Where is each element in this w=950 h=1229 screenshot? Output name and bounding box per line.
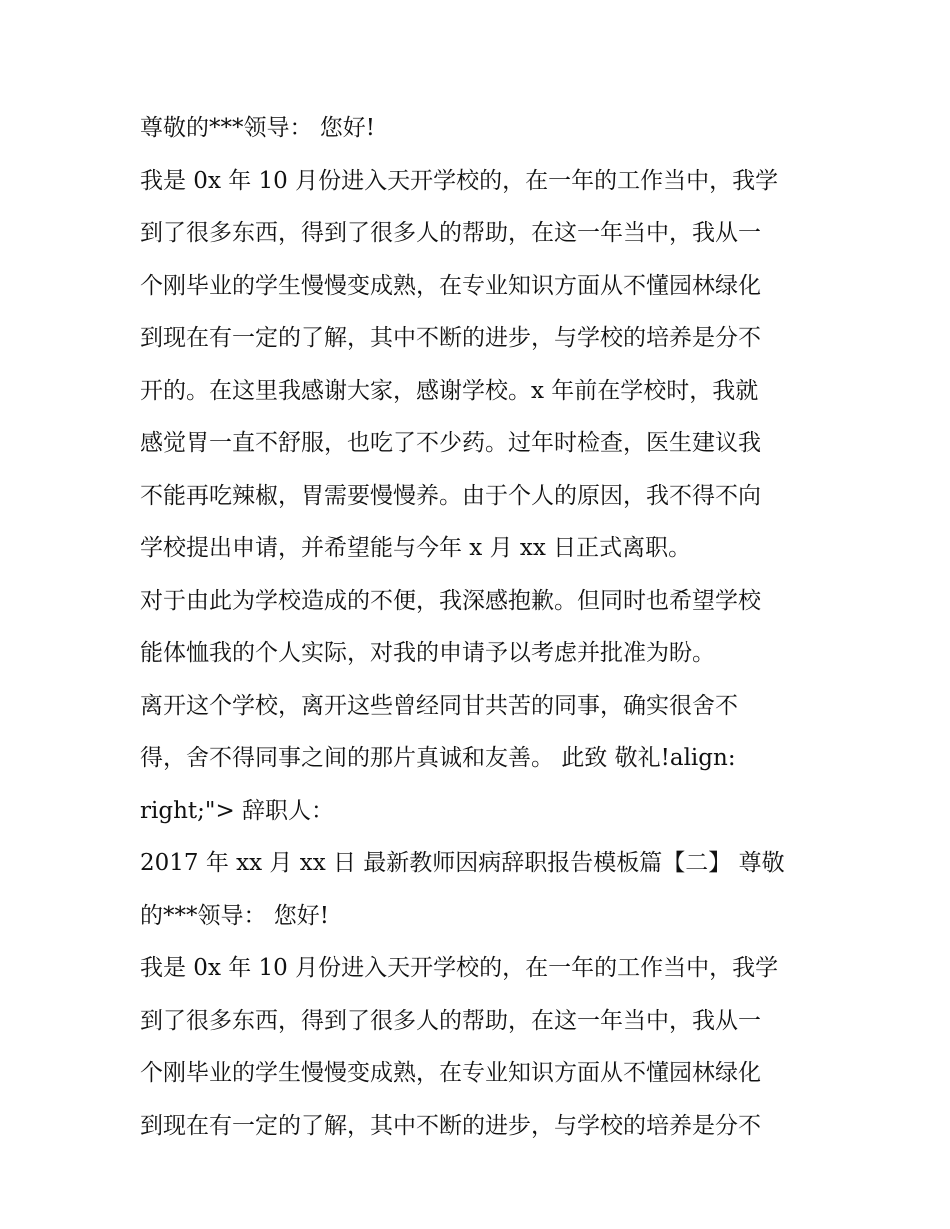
text-line: 离开这个学校，离开这些曾经同甘共苦的同事，确实很舍不 xyxy=(140,692,738,719)
text-line: 不能再吃辣椒，胃需要慢慢养。由于个人的原因，我不得不向 xyxy=(140,482,761,509)
text-line: 我是 0x 年 10 月份进入天开学校的，在一年的工作当中，我学 xyxy=(140,167,779,194)
text-line: 感觉胃一直不舒服，也吃了不少药。过年时检查，医生建议我 xyxy=(140,430,761,456)
text-line: 我是 0x 年 10 月份进入天开学校的，在一年的工作当中，我学 xyxy=(140,955,779,981)
text-line: 2017 年 xx 月 xx 日 最新教师因病辞职报告模板篇【二】 尊敬 xyxy=(140,850,785,876)
text-line: 到现在有一定的了解，其中不断的进步，与学校的培养是分不 xyxy=(140,325,761,351)
text-line: 到现在有一定的了解，其中不断的进步，与学校的培养是分不 xyxy=(140,1112,761,1139)
text-line: 开的。在这里我感谢大家，感谢学校。x 年前在学校时，我就 xyxy=(140,377,759,404)
text-line: 个刚毕业的学生慢慢变成熟，在专业知识方面从不懂园林绿化 xyxy=(140,272,761,299)
text-line: 得，舍不得同事之间的那片真诚和友善。 此致 敬礼!align: xyxy=(140,745,736,771)
text-line: 对于由此为学校造成的不便，我深感抱歉。但同时也希望学校 xyxy=(140,587,761,614)
text-line: 学校提出申请，并希望能与今年 x 月 xx 日正式离职。 xyxy=(140,535,692,561)
text-line: 尊敬的***领导： 您好! xyxy=(140,115,376,141)
text-line: right;"> 辞职人： xyxy=(140,797,335,824)
text-line: 到了很多东西，得到了很多人的帮助，在这一年当中，我从一 xyxy=(140,220,761,246)
text-line: 能体恤我的个人实际，对我的申请予以考虑并批准为盼。 xyxy=(140,640,715,666)
text-line: 个刚毕业的学生慢慢变成熟，在专业知识方面从不懂园林绿化 xyxy=(140,1060,761,1086)
document-body xyxy=(140,108,820,1158)
text-line: 的***领导： 您好! xyxy=(140,902,330,929)
text-line: 到了很多东西，得到了很多人的帮助，在这一年当中，我从一 xyxy=(140,1007,761,1034)
